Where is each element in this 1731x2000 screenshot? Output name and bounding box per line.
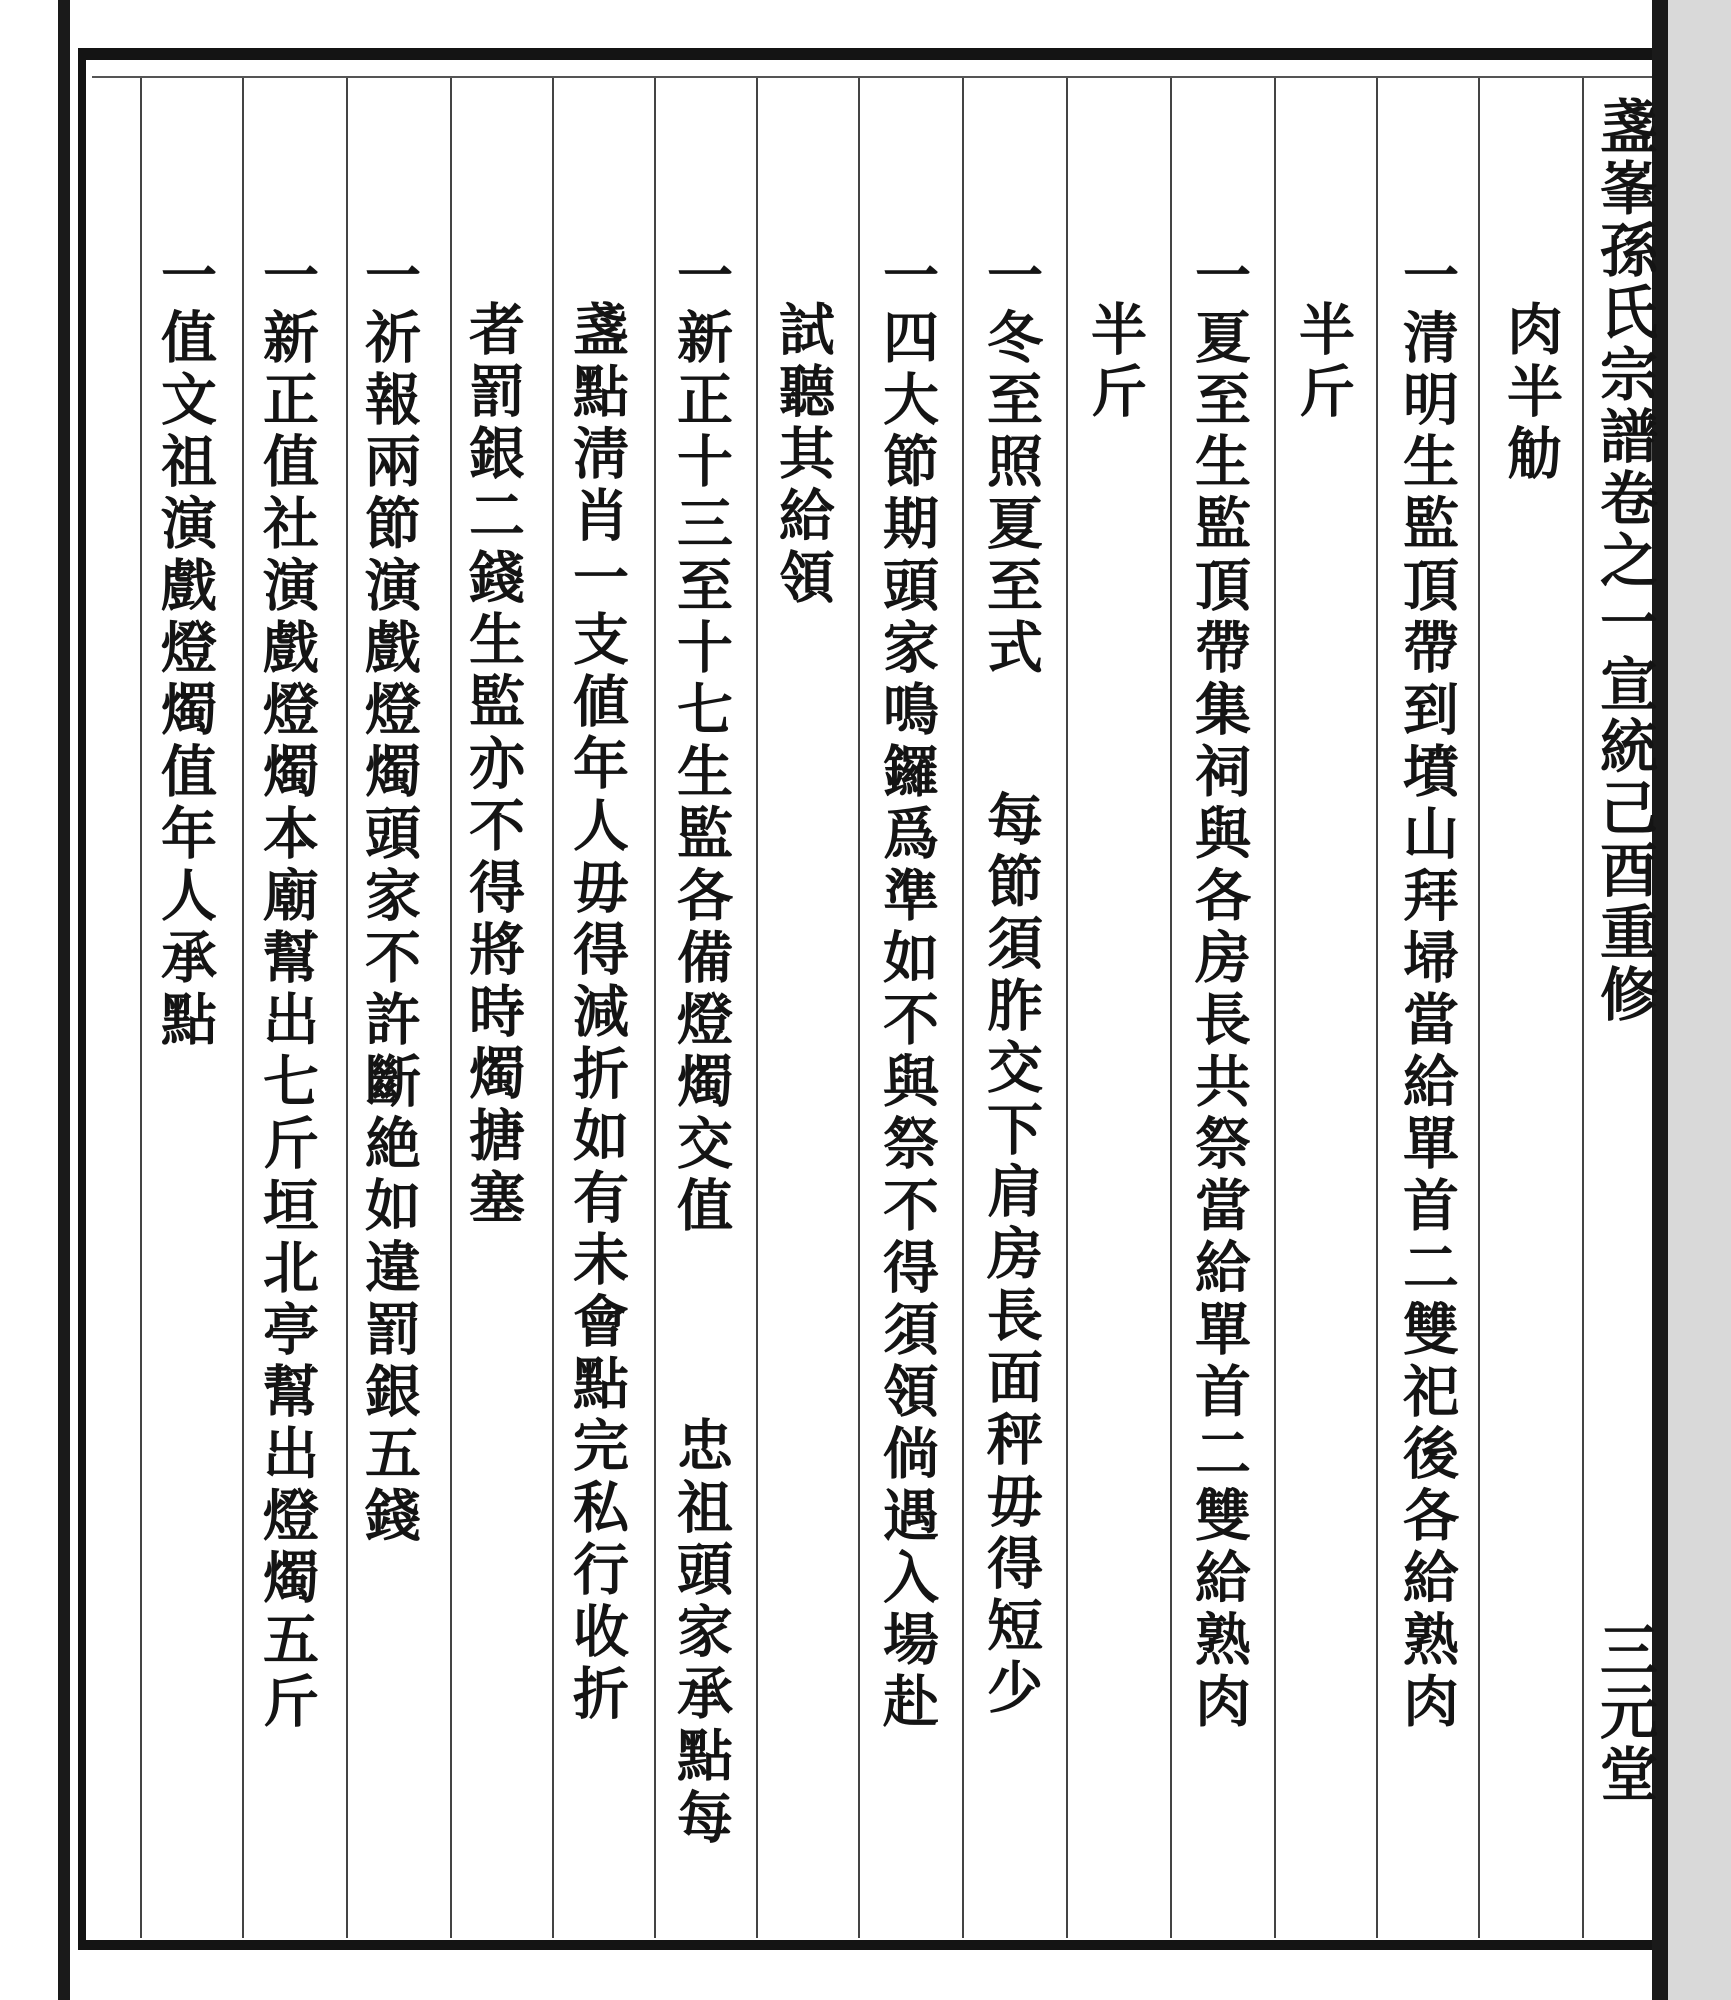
text-column-10: 盞點淸肖一支値年人毋得減折如有未會點完私行收折 [564, 300, 630, 1726]
hall-name: 三元堂 [1590, 1620, 1658, 1806]
column-rule [346, 78, 348, 1938]
text-column-7: 一四大節期頭家鳴鑼爲準如不與祭不得須領倘遇入場赴 [874, 246, 940, 1734]
column-rule [1478, 78, 1480, 1938]
column-rule [756, 78, 758, 1938]
text-column-11: 者罰銀二錢生監亦不得將時燭搪塞 [460, 300, 526, 1230]
text-column-13: 一新正值社演戲燈燭本廟幫出七斤垣北亭幫出燈燭五斤 [254, 246, 320, 1734]
text-column-6-note: 每節須胙交下肩房長面秤毋得短少 [978, 790, 1044, 1720]
column-rule [1274, 78, 1276, 1938]
header-edition: 宣統己酉重修 [1590, 654, 1658, 1026]
running-header [1592, 96, 1656, 1026]
text-column-14: 一值文祖演戲燈燭值年人承點 [152, 246, 218, 1052]
column-rule [962, 78, 964, 1938]
header-volume: 卷之一 [1590, 468, 1658, 654]
page-left-edge [58, 0, 70, 2000]
column-rule [858, 78, 860, 1938]
text-column-9-note: 忠祖頭家承點每 [668, 1416, 734, 1850]
frame-inner-line [92, 76, 1652, 78]
text-column-3: 半斤 [1290, 300, 1356, 424]
text-column-9: 一新正十三至十七生監各備燈燭交值 [668, 246, 734, 1238]
text-column-8: 試聽其給領 [770, 300, 836, 610]
header-title: 盞峯孫氏宗譜 [1590, 96, 1658, 468]
text-column-5: 半斤 [1082, 300, 1148, 424]
column-rule [242, 78, 244, 1938]
text-column-1: 肉半觔 [1498, 300, 1564, 486]
column-rule [1066, 78, 1068, 1938]
column-rule [1582, 78, 1584, 1938]
text-column-2: 一清明生監頂帶到墳山拜埽當給單首二雙祀後各給熟肉 [1394, 246, 1460, 1734]
column-rule [1170, 78, 1172, 1938]
column-rule [140, 78, 142, 1938]
text-column-4: 一夏至生監頂帶集祠與各房長共祭當給單首二雙給熟肉 [1186, 246, 1252, 1734]
text-column-6: 一冬至照夏至式 [978, 246, 1044, 680]
page-right-shadow [1668, 0, 1731, 2000]
column-rule [654, 78, 656, 1938]
text-column-12: 一祈報兩節演戲燈燭頭家不許斷絶如違罰銀五錢 [356, 246, 422, 1548]
column-rule [1376, 78, 1378, 1938]
column-rule [450, 78, 452, 1938]
column-rule [552, 78, 554, 1938]
